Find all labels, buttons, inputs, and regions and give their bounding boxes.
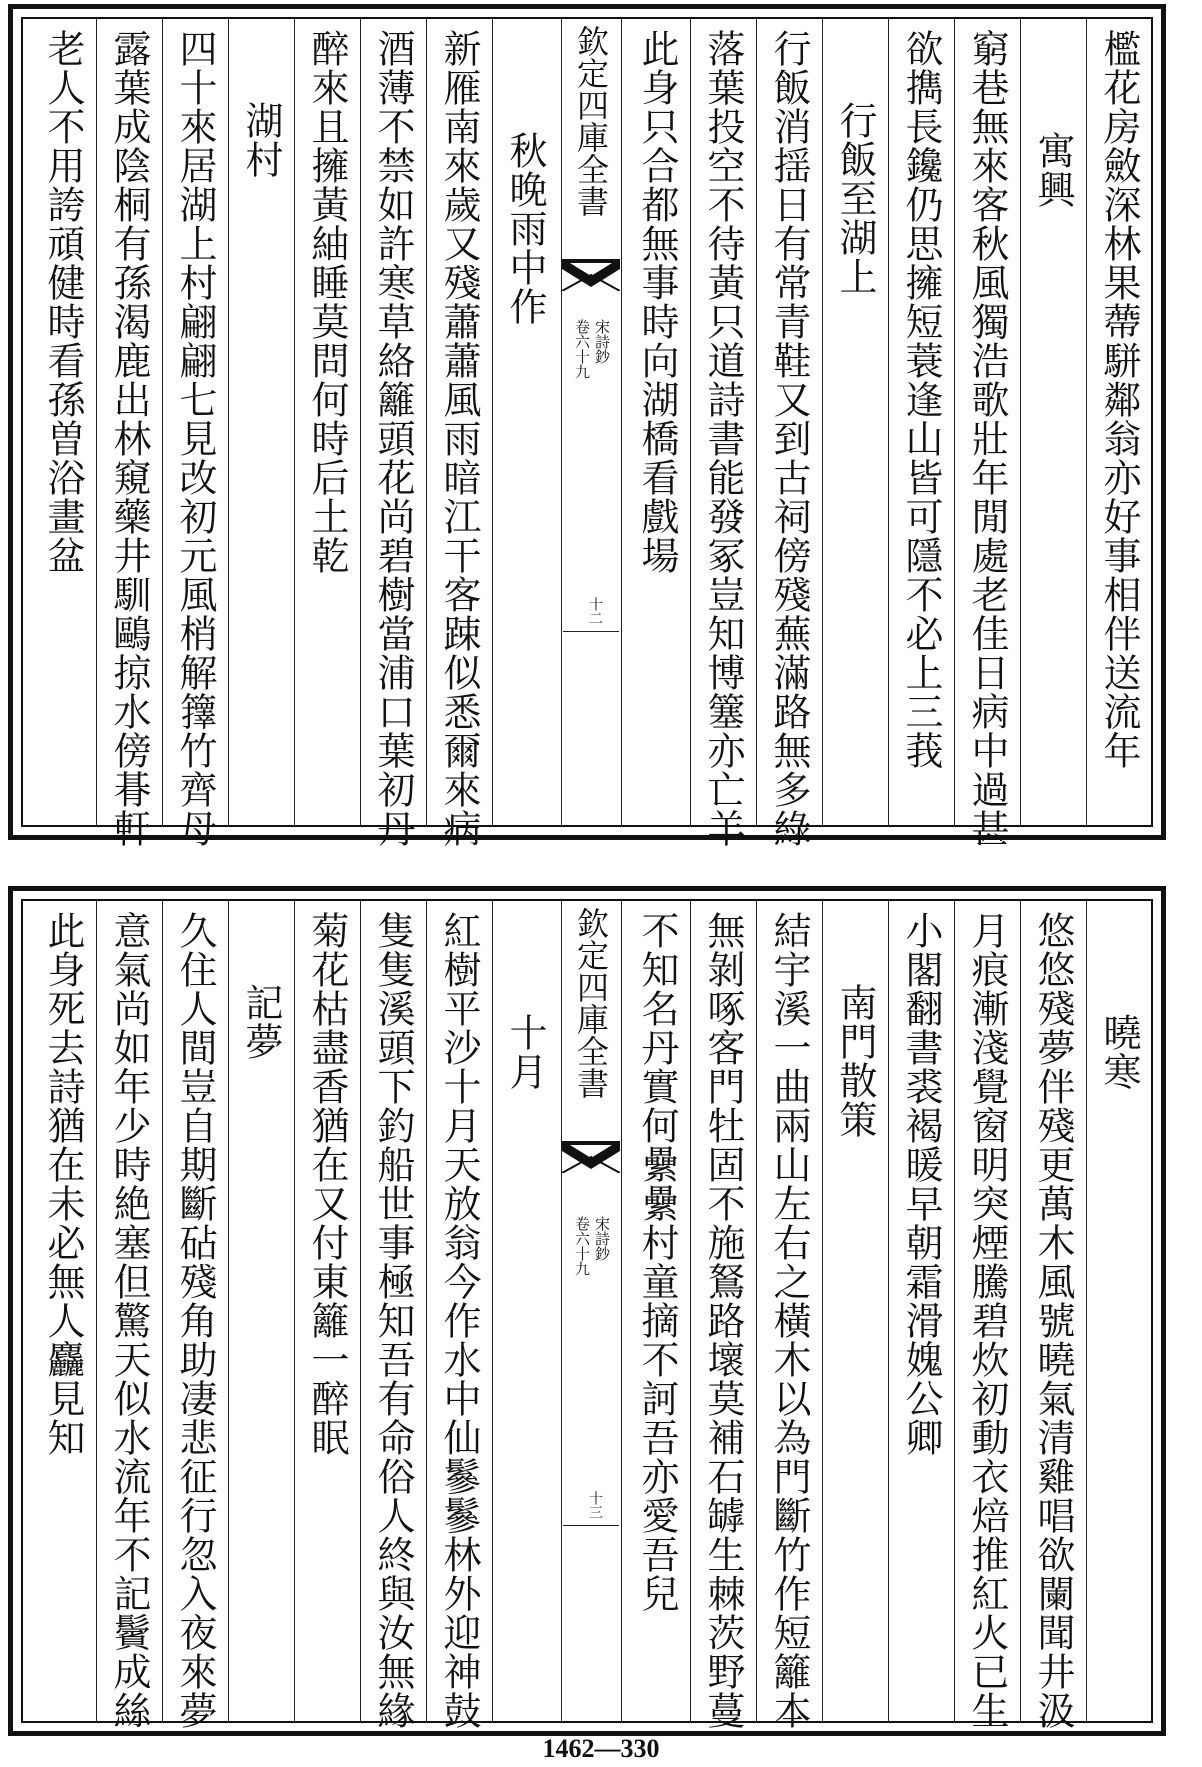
text-column: 小閣翻書裘褐暖早朝霜滑媿公卿	[899, 911, 943, 1457]
column-rule	[360, 19, 361, 825]
bottom-page	[8, 886, 1166, 1736]
fish-tail-icon	[562, 1141, 620, 1173]
folio-number: 十三	[587, 1491, 603, 1519]
column-rule	[756, 19, 757, 825]
text-column: 老人不用誇頑健時看孫曽浴畫盆	[41, 29, 85, 575]
center-strip	[561, 19, 621, 825]
text-column: 醉來且擁黃紬睡莫問何時后土乾	[305, 29, 349, 575]
text-column: 月痕漸淺覺窗明突煙騰碧炊初動衣焙推紅火已生	[965, 911, 1009, 1730]
folio-rule	[563, 631, 619, 632]
column-rule	[561, 901, 562, 1721]
text-column: 意氣尚如年少時絶塞但驚天似水流年不記鬢成絲	[107, 911, 151, 1730]
column-rule	[426, 19, 427, 825]
poem-title: 行飯至湖上	[833, 101, 877, 296]
column-rule	[96, 19, 97, 825]
poem-title: 寓興	[1031, 131, 1075, 209]
text-column: 不知名丹實何纍纍村童摘不訶吾亦愛吾兒	[635, 911, 679, 1613]
column-rule	[162, 19, 163, 825]
poem-title: 秋晚雨中作	[503, 131, 547, 326]
column-rule	[822, 19, 823, 825]
text-column: 菊花枯盡香猶在又付東籬一醉眠	[305, 911, 349, 1457]
column-rule	[228, 19, 229, 825]
text-column: 此身只合都無事時向湖橋看戲場	[635, 29, 679, 575]
column-rule	[426, 901, 427, 1721]
book-title: 欽定四庫全書	[572, 25, 610, 217]
folio-rule	[563, 1525, 619, 1526]
text-column: 窮巷無來客秋風獨浩歌壯年閒處老佳日病中過甚	[965, 29, 1009, 848]
column-rule	[492, 19, 493, 825]
text-column: 落葉投空不待黃只道詩書能發冢豈知博簺亦亡羊	[701, 29, 745, 848]
side-note: 宋詩鈔	[593, 319, 611, 364]
column-rule	[954, 901, 955, 1721]
poem-title: 曉寒	[1097, 1013, 1141, 1091]
text-column: 四十來居湖上村翩翩七見改初元風梢解籜竹齊母	[173, 29, 217, 848]
column-rule	[294, 901, 295, 1721]
bottom-page-frame	[21, 899, 1153, 1730]
column-rule	[822, 901, 823, 1721]
column-rule	[1020, 901, 1021, 1721]
column-rule	[690, 19, 691, 825]
column-rule	[1020, 19, 1021, 825]
column-rule	[162, 901, 163, 1721]
text-column: 露葉成陰桐有孫渴鹿出林窺藥井馴鷗掠水傍朞軒	[107, 29, 151, 848]
text-column: 此身死去詩猶在未必無人麤見知	[41, 911, 85, 1457]
text-column: 隻隻溪頭下釣船世事極知吾有命俗人終與汝無緣	[371, 911, 415, 1730]
text-column: 行飯消揺日有常青鞋又到古祠傍殘蕪滿路無多綠	[767, 29, 811, 848]
text-column: 新雁南來歲又殘蕭蕭風雨暗江干客踈似悉爾來病	[437, 29, 481, 848]
side-note: 卷六十九	[573, 1216, 591, 1276]
text-column: 悠悠殘夢伴殘更萬木風號曉氣清雞唱欲闌聞井汲	[1031, 911, 1075, 1730]
column-rule	[294, 19, 295, 825]
book-title: 欽定四庫全書	[572, 907, 610, 1099]
column-rule	[228, 901, 229, 1721]
poem-title: 湖村	[239, 101, 283, 179]
column-rule	[888, 901, 889, 1721]
text-column: 無剝啄客門牡固不施鴑路壞莫補石罅生棘茨野蔓	[701, 911, 745, 1730]
text-column: 檻花房斂深林果蔕駢鄰翁亦好事相伴送流年	[1097, 29, 1141, 770]
poem-title: 十月	[503, 1013, 547, 1091]
text-column: 結宇溪一曲兩山左右之橫木以為門斷竹作短籬本	[767, 911, 811, 1730]
center-strip	[561, 901, 621, 1721]
text-column: 久住人間豈自期斷砧殘角助凄悲征行忽入夜來夢	[173, 911, 217, 1730]
column-rule	[621, 19, 622, 825]
folio-number: 十二	[587, 597, 603, 625]
column-rule	[1086, 901, 1087, 1721]
poem-title: 南門散策	[833, 983, 877, 1139]
top-page	[8, 4, 1166, 848]
column-rule	[756, 901, 757, 1721]
poem-title: 記夢	[239, 983, 283, 1061]
column-rule	[888, 19, 889, 825]
column-rule	[360, 901, 361, 1721]
text-column: 紅樹平沙十月天放翁今作水中仙鬖鬖林外迎神鼓	[437, 911, 481, 1730]
text-column: 欲擕長鑱仍思擁短蓑逢山皆可隱不必上三莪	[899, 29, 943, 770]
column-rule	[492, 901, 493, 1721]
column-rule	[621, 901, 622, 1721]
column-rule	[690, 901, 691, 1721]
side-note: 卷六十九	[573, 319, 591, 379]
top-page-frame	[21, 17, 1153, 848]
column-rule	[561, 19, 562, 825]
column-rule	[954, 19, 955, 825]
side-note: 宋詩鈔	[593, 1216, 611, 1261]
page-number: 1462—330	[542, 1734, 660, 1763]
text-column: 酒薄不禁如許寒草絡籬頭花尚碧樹當浦口葉初丹	[371, 29, 415, 848]
column-rule	[96, 901, 97, 1721]
fish-tail-icon	[562, 259, 620, 291]
column-rule	[1086, 19, 1087, 825]
